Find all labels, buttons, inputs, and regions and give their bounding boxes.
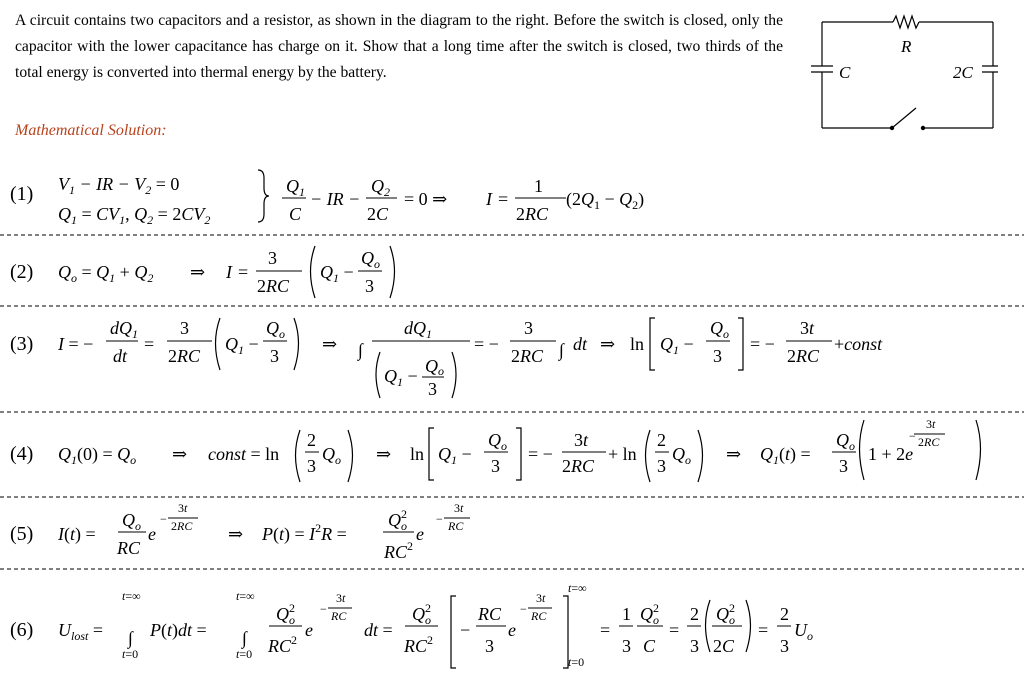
svg-text:3: 3 xyxy=(839,456,848,476)
svg-text:3: 3 xyxy=(485,636,494,656)
svg-text:3: 3 xyxy=(307,456,316,476)
svg-text:−: − xyxy=(320,602,327,616)
step-1-label: (1) xyxy=(10,183,34,205)
svg-text:⇒: ⇒ xyxy=(600,334,616,354)
svg-text:1 + 2e: 1 + 2e xyxy=(868,444,914,464)
step-2-label: (2) xyxy=(10,261,34,283)
svg-text:2: 2 xyxy=(780,604,789,624)
svg-text:2RC: 2RC xyxy=(787,346,820,366)
svg-text:const = ln: const = ln xyxy=(208,444,280,464)
svg-text:3t: 3t xyxy=(926,417,936,431)
svg-text:Q1(0) = Qo: $Q_1(0) = Q_o$ xyxy=(58,444,137,467)
svg-text:Qo = Q1 + Q2: $Q_o = Q_1 + Q_2$ xyxy=(58,262,154,285)
svg-text:V1 − IR − V2 = 0: $V_1$ − IR − $V_2 = 0$ xyxy=(58,174,180,197)
svg-text:(2Q1 − Q2): $(2Q_1 - Q_2)$ xyxy=(566,189,645,212)
svg-text:2RC: 2RC xyxy=(918,435,940,449)
svg-text:3: 3 xyxy=(491,456,500,476)
svg-text:=: = xyxy=(498,189,509,209)
svg-text:RC: RC xyxy=(448,519,464,533)
svg-text:+const: +const xyxy=(834,334,883,354)
svg-text:Q1: $Q_1$ xyxy=(286,176,305,199)
svg-text:I: I xyxy=(226,262,232,282)
svg-text:e: e xyxy=(148,524,156,544)
svg-text:3t: 3t xyxy=(800,318,815,338)
svg-text:−: − xyxy=(520,602,527,616)
svg-text:3: 3 xyxy=(180,318,189,338)
svg-text:t=0: t=0 xyxy=(568,655,585,669)
svg-text:C: C xyxy=(643,636,656,656)
svg-text:3: 3 xyxy=(713,346,722,366)
svg-text:= −: = − xyxy=(750,334,775,354)
svg-text:Qo: $Q_o$ xyxy=(361,248,380,271)
svg-text:t=0: t=0 xyxy=(236,647,253,661)
svg-text:3: 3 xyxy=(690,636,699,656)
svg-text:3: 3 xyxy=(780,636,789,656)
svg-text:⇒: ⇒ xyxy=(190,262,206,282)
svg-text:3: 3 xyxy=(524,318,533,338)
svg-text:e: e xyxy=(416,524,424,544)
svg-text:ln: ln xyxy=(410,444,425,464)
svg-text:=: = xyxy=(600,620,611,640)
svg-text:⇒: ⇒ xyxy=(172,444,188,464)
svg-text:ln: ln xyxy=(630,334,645,354)
svg-text:Ulost =: $U_{lost}$ = xyxy=(58,620,103,643)
svg-text:∫: ∫ xyxy=(559,340,564,360)
svg-text:Q2o: $Q^2$ o xyxy=(716,601,735,627)
svg-text:2RC: 2RC xyxy=(257,276,290,296)
svg-text:Q2o: $Q^2$ o xyxy=(640,601,659,627)
svg-text:−: − xyxy=(436,512,443,526)
svg-text:RC: RC xyxy=(117,538,141,558)
svg-text:−: − xyxy=(909,429,916,443)
svg-text:Qo: Qo xyxy=(425,356,444,378)
svg-text:Qo: $Q_o$ xyxy=(672,444,691,467)
step-5-label: (5) xyxy=(10,523,34,545)
svg-text:t=0: t=0 xyxy=(122,647,139,661)
svg-text:Q1 −: $Q_1$ − xyxy=(384,366,418,389)
svg-text:3t: 3t xyxy=(574,430,589,450)
solution-heading: Mathematical Solution: xyxy=(15,122,167,139)
svg-text:3t: 3t xyxy=(454,501,464,515)
svg-text:Q2o: $Q^2$ o xyxy=(388,507,407,533)
svg-text:1: 1 xyxy=(534,176,543,196)
svg-text:2RC: 2RC xyxy=(171,519,193,533)
svg-text:⇒: ⇒ xyxy=(376,444,392,464)
svg-text:2RC: 2RC xyxy=(516,204,549,224)
svg-text:3: 3 xyxy=(622,636,631,656)
svg-text:RC: RC xyxy=(478,604,502,624)
svg-text:I(t) =: I(t) = xyxy=(58,524,96,544)
svg-text:⇒: ⇒ xyxy=(322,334,338,354)
svg-text:RC2: $RC^2$ xyxy=(404,633,434,656)
svg-text:Q2o: $Q^2$ o xyxy=(412,601,431,627)
svg-text:Q1(t) =: $Q_1(t)$ = xyxy=(760,444,811,467)
svg-text:P(t)dt =: P(t)dt = xyxy=(150,620,207,640)
svg-text:Q1 −: $Q_1$ − xyxy=(438,444,472,467)
svg-text:RC: RC xyxy=(331,609,347,623)
resistor-label: R xyxy=(901,37,912,56)
svg-text:RC2: $RC^2$ xyxy=(384,539,414,562)
svg-text:dt: dt xyxy=(113,346,128,366)
svg-text:= 0 ⇒: = 0 ⇒ xyxy=(404,189,448,209)
svg-text:3: 3 xyxy=(657,456,666,476)
svg-text:2: 2 xyxy=(307,430,316,450)
svg-text:I: I xyxy=(486,189,492,209)
step-5-equation xyxy=(57,501,470,562)
svg-text:dt =: dt = xyxy=(364,620,393,640)
capacitor-c-label: C xyxy=(839,63,851,82)
svg-text:Q2o: $Q^2$ o xyxy=(276,601,295,627)
svg-text:C: C xyxy=(289,204,302,224)
svg-text:= −: = − xyxy=(528,444,553,464)
step-6-equation xyxy=(58,581,813,669)
svg-text:Q1 −: $Q_1$ − xyxy=(660,334,694,357)
svg-text:e: e xyxy=(508,620,516,640)
svg-text:RC2: $RC^2$ xyxy=(268,633,298,656)
svg-text:Q1 = CV1, Q2 = 2CV2: $Q_1 = CV_1$, $Q_2 = 2CV_2$ xyxy=(58,204,211,227)
svg-text:3: 3 xyxy=(270,346,279,366)
svg-text:Q1 −: $Q_1$ − xyxy=(225,334,259,357)
svg-text:3t: 3t xyxy=(178,501,188,515)
svg-text:=: = xyxy=(758,620,769,640)
step-3-label: (3) xyxy=(10,333,34,355)
svg-text:e: e xyxy=(305,620,313,640)
problem-statement: A circuit contains two capacitors and a resistor, as shown in the diagram to the right. Before the switch is closed, only the capacitor with the lower capacitance has charge on it. Show that a long time after the switch is closed, two thirds of the total energy is converted into thermal energy by the battery. xyxy=(15,12,783,81)
svg-text:3: 3 xyxy=(268,248,277,268)
svg-text:+ ln: + ln xyxy=(608,444,637,464)
step-1-equation xyxy=(58,170,644,227)
svg-text:3t: 3t xyxy=(536,591,546,605)
svg-text:∫: ∫ xyxy=(242,628,247,648)
svg-text:∫: ∫ xyxy=(358,340,363,360)
svg-text:3t: 3t xyxy=(336,591,346,605)
step-4-equation xyxy=(58,417,981,482)
svg-text:Qo: $Q_o$ xyxy=(710,318,729,341)
svg-text:2C: 2C xyxy=(367,204,389,224)
svg-text:dQ1: $dQ_1$ xyxy=(110,318,138,341)
step-3-equation xyxy=(57,318,883,399)
svg-text:− IR −: − IR − xyxy=(310,189,361,209)
svg-text:t=∞: t=∞ xyxy=(568,581,587,595)
step-6-label: (6) xyxy=(10,619,34,641)
svg-text:2RC: 2RC xyxy=(168,346,201,366)
svg-text:1: 1 xyxy=(622,604,631,624)
svg-text:2: 2 xyxy=(657,430,666,450)
svg-text:Qo: $Q_o$ xyxy=(122,510,141,533)
svg-text:Qo: $Q_o$ xyxy=(488,430,507,453)
svg-text:Uo: $U_o$ xyxy=(794,620,813,643)
svg-text:=: = xyxy=(669,620,680,640)
svg-text:∫: ∫ xyxy=(128,628,133,648)
svg-text:2C: 2C xyxy=(713,636,735,656)
svg-text:⇒: ⇒ xyxy=(726,444,742,464)
svg-text:2: 2 xyxy=(690,604,699,624)
svg-text:Qo: $Q_o$ xyxy=(836,430,855,453)
svg-text:= −: = − xyxy=(474,334,499,354)
svg-text:2RC: 2RC xyxy=(562,456,595,476)
svg-text:−: − xyxy=(160,512,167,526)
svg-text:=: = xyxy=(238,262,249,282)
svg-text:Q1 −: $Q_1$ − xyxy=(320,262,354,285)
step-2-equation xyxy=(58,246,395,298)
capacitor-2c-label: 2C xyxy=(953,63,973,82)
svg-text:dQ1: $dQ_1$ xyxy=(404,318,432,341)
svg-text:dt: dt xyxy=(573,334,588,354)
svg-text:P(t) = I2R =: $P(t) = I^2R$ = xyxy=(262,521,347,544)
svg-text:Qo: $Q_o$ xyxy=(266,318,285,341)
svg-text:−: − xyxy=(460,620,471,640)
svg-text:Q2: $Q_2$ xyxy=(371,176,390,199)
svg-text:Qo: $Q_o$ xyxy=(322,444,341,467)
svg-text:2RC: 2RC xyxy=(511,346,544,366)
svg-text:3: 3 xyxy=(365,276,374,296)
svg-text:⇒: ⇒ xyxy=(228,524,244,544)
svg-text:I = −: I = − xyxy=(58,334,94,354)
svg-text:RC: RC xyxy=(531,609,547,623)
svg-text:=: = xyxy=(144,334,155,354)
svg-text:3: 3 xyxy=(428,379,437,399)
svg-text:t=∞: t=∞ xyxy=(236,589,255,603)
svg-text:t=∞: t=∞ xyxy=(122,589,141,603)
step-4-label: (4) xyxy=(10,443,34,465)
